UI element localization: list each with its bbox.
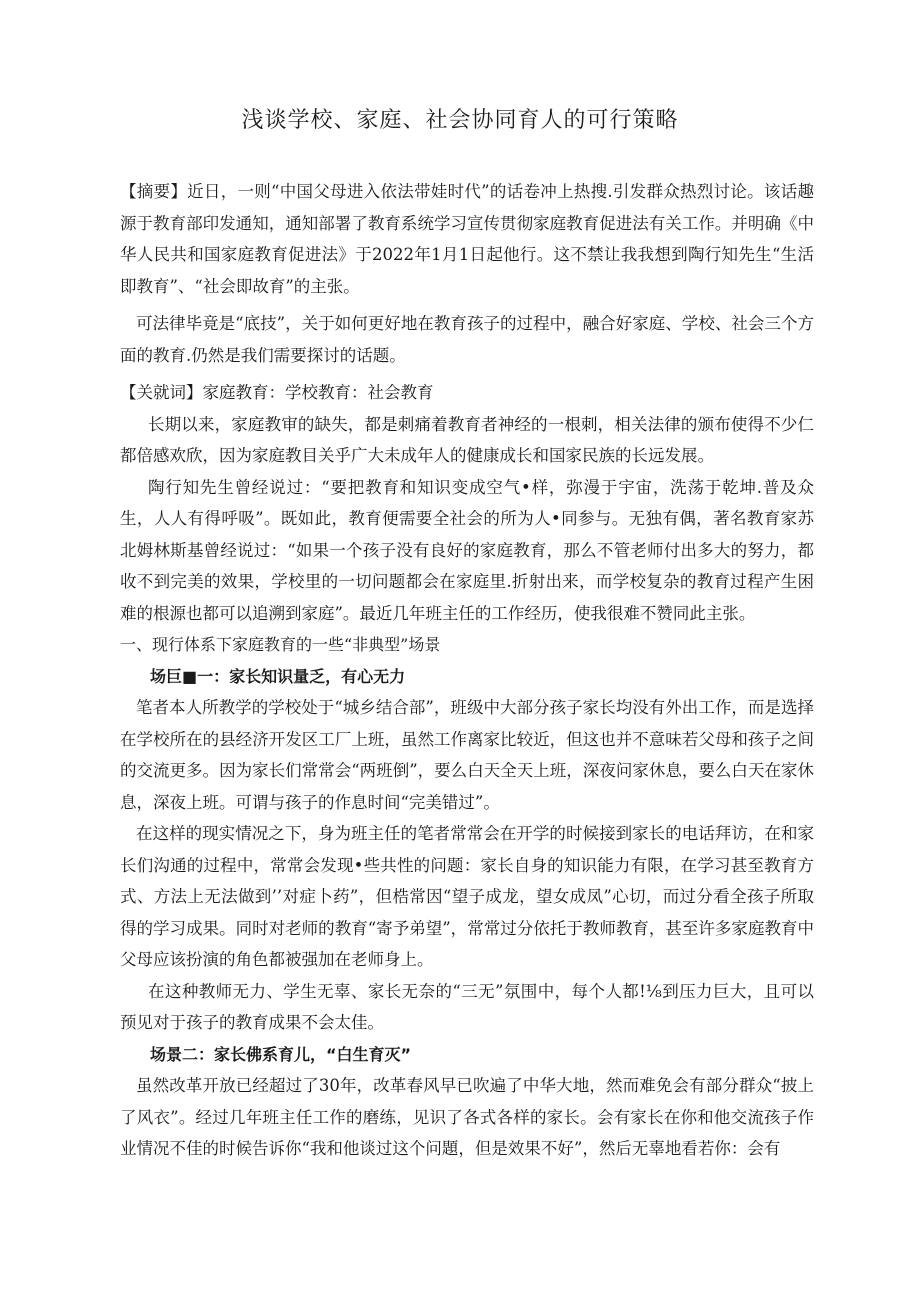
body-paragraph: 在这样的现实情况之下，身为班主任的笔者常常会在开学的时候接到家长的电话拜访，在和家长们沟通的过程中，常常会发现•些共性的问题：家长自身的知识能力有限，在学习甚至教育方式、方法上无法做到’’对症卜药”，但梏常因“望子成龙，望女成凤”心切，而过分看全孩子所取得的学习成果。同时对老师的教育“寄予弟望”，常常过分依托于教师教育，甚至许多家庭教育中父母应该扮演的角色都被强加在老师身上。 bbox=[120, 824, 814, 969]
scene-heading: 场景二：家长佛系育儿，“白生育灭” bbox=[150, 1044, 412, 1064]
keywords-line: 【关就词】家庭教育：学校教育：社会教育 bbox=[120, 383, 434, 402]
body-paragraph: 在这种教师无力、学生无辜、家长无奈的“三无”氛围中，每个人都!⅛到压力巨大，且可以预见对于孩子的教育成果不会太佳。 bbox=[120, 981, 814, 1032]
section-heading: 一、现行体系下家庭教育的一些“非典型”场景 bbox=[120, 635, 441, 654]
body-paragraph: 笔者本人所教学的学校处于“城乡结合部”，班级中大部分孩子家长均没有外出工作，而是选择在学校所在的县经济开发区工厂上班，虽然工作离家比较近，但这也并不意味若父母和孩子之间的交流更多。因为家长们常常会“两班倒”，要么白天全天上班，深夜问家休息，要么白天在家休息，深夜上班。可谓与孩子的作息时间“完美错过”。 bbox=[120, 698, 814, 812]
body-paragraph: 陶行知先生曾经说过：“要把教育和知识变成空气•样，弥漫于宇宙，洗荡于乾坤.普及众生，人人有得呼吸”。既如此，教育便需要全社会的所为人•同参与。无独有偶，著名教育家苏北姆林斯基曾经说过：“如果一个孩子没有良好的家庭教育，那么不管老师付出多大的努力，都收不到完美的效果，学校里的一切问题都会在家庭里.折射出来，而学校复杂的教育过程产生困难的根源也都可以追溯到家庭”。最近几年班主任的工作经历，使我很难不赞同此主张。 bbox=[120, 477, 814, 623]
abstract-paragraph-2: 可法律毕竟是“底技”，关于如何更好地在教育孩子的过程中，融合好家庭、学校、社会三个方面的教育.仍然是我们需要探讨的话题。 bbox=[120, 314, 814, 365]
body-paragraph: 虽然改革开放已经超过了30年，改革春风早已吹遍了中华大地，然而难免会有部分群众“披上了风衣”。经过几年班主任工作的磨练，见识了各式各样的家长。会有家长在你和他交流孩子作业情况不佳的时候告诉你“我和他谈过这个问題，但是效果不好”，然后无辜地看若你：会有 bbox=[120, 1076, 814, 1158]
abstract-paragraph: 【摘要】近日，一则“中国父母进入依法带娃时代”的话卷冲上热搜.引发群众热烈讨论。该话趣源于教育部印发通知，通知部署了教育系统学习宣传贯彻家庭教育促进法有关工作。并明确《中华人民共和国家庭教育促进法》于2022年1月1日起他行。这不禁让我我想到陶行知先生“生活即教育”、“社会即故育”的主张。 bbox=[120, 182, 814, 296]
scene-heading: 场巨■一：家长知识量乏，有心无力 bbox=[150, 666, 406, 686]
document-title: 浅谈学校、家庭、社会协同育人的可行策略 bbox=[241, 108, 679, 133]
document-body bbox=[120, 176, 814, 1165]
body-paragraph: 长期以来，家庭教审的缺失，都是刺痛着教育者神经的一根刺，相关法律的颁布使得不少仁都倍感欢欣，因为家庭教目关乎广大未成年人的健康成长和国家民族的长远发展。 bbox=[120, 414, 814, 465]
